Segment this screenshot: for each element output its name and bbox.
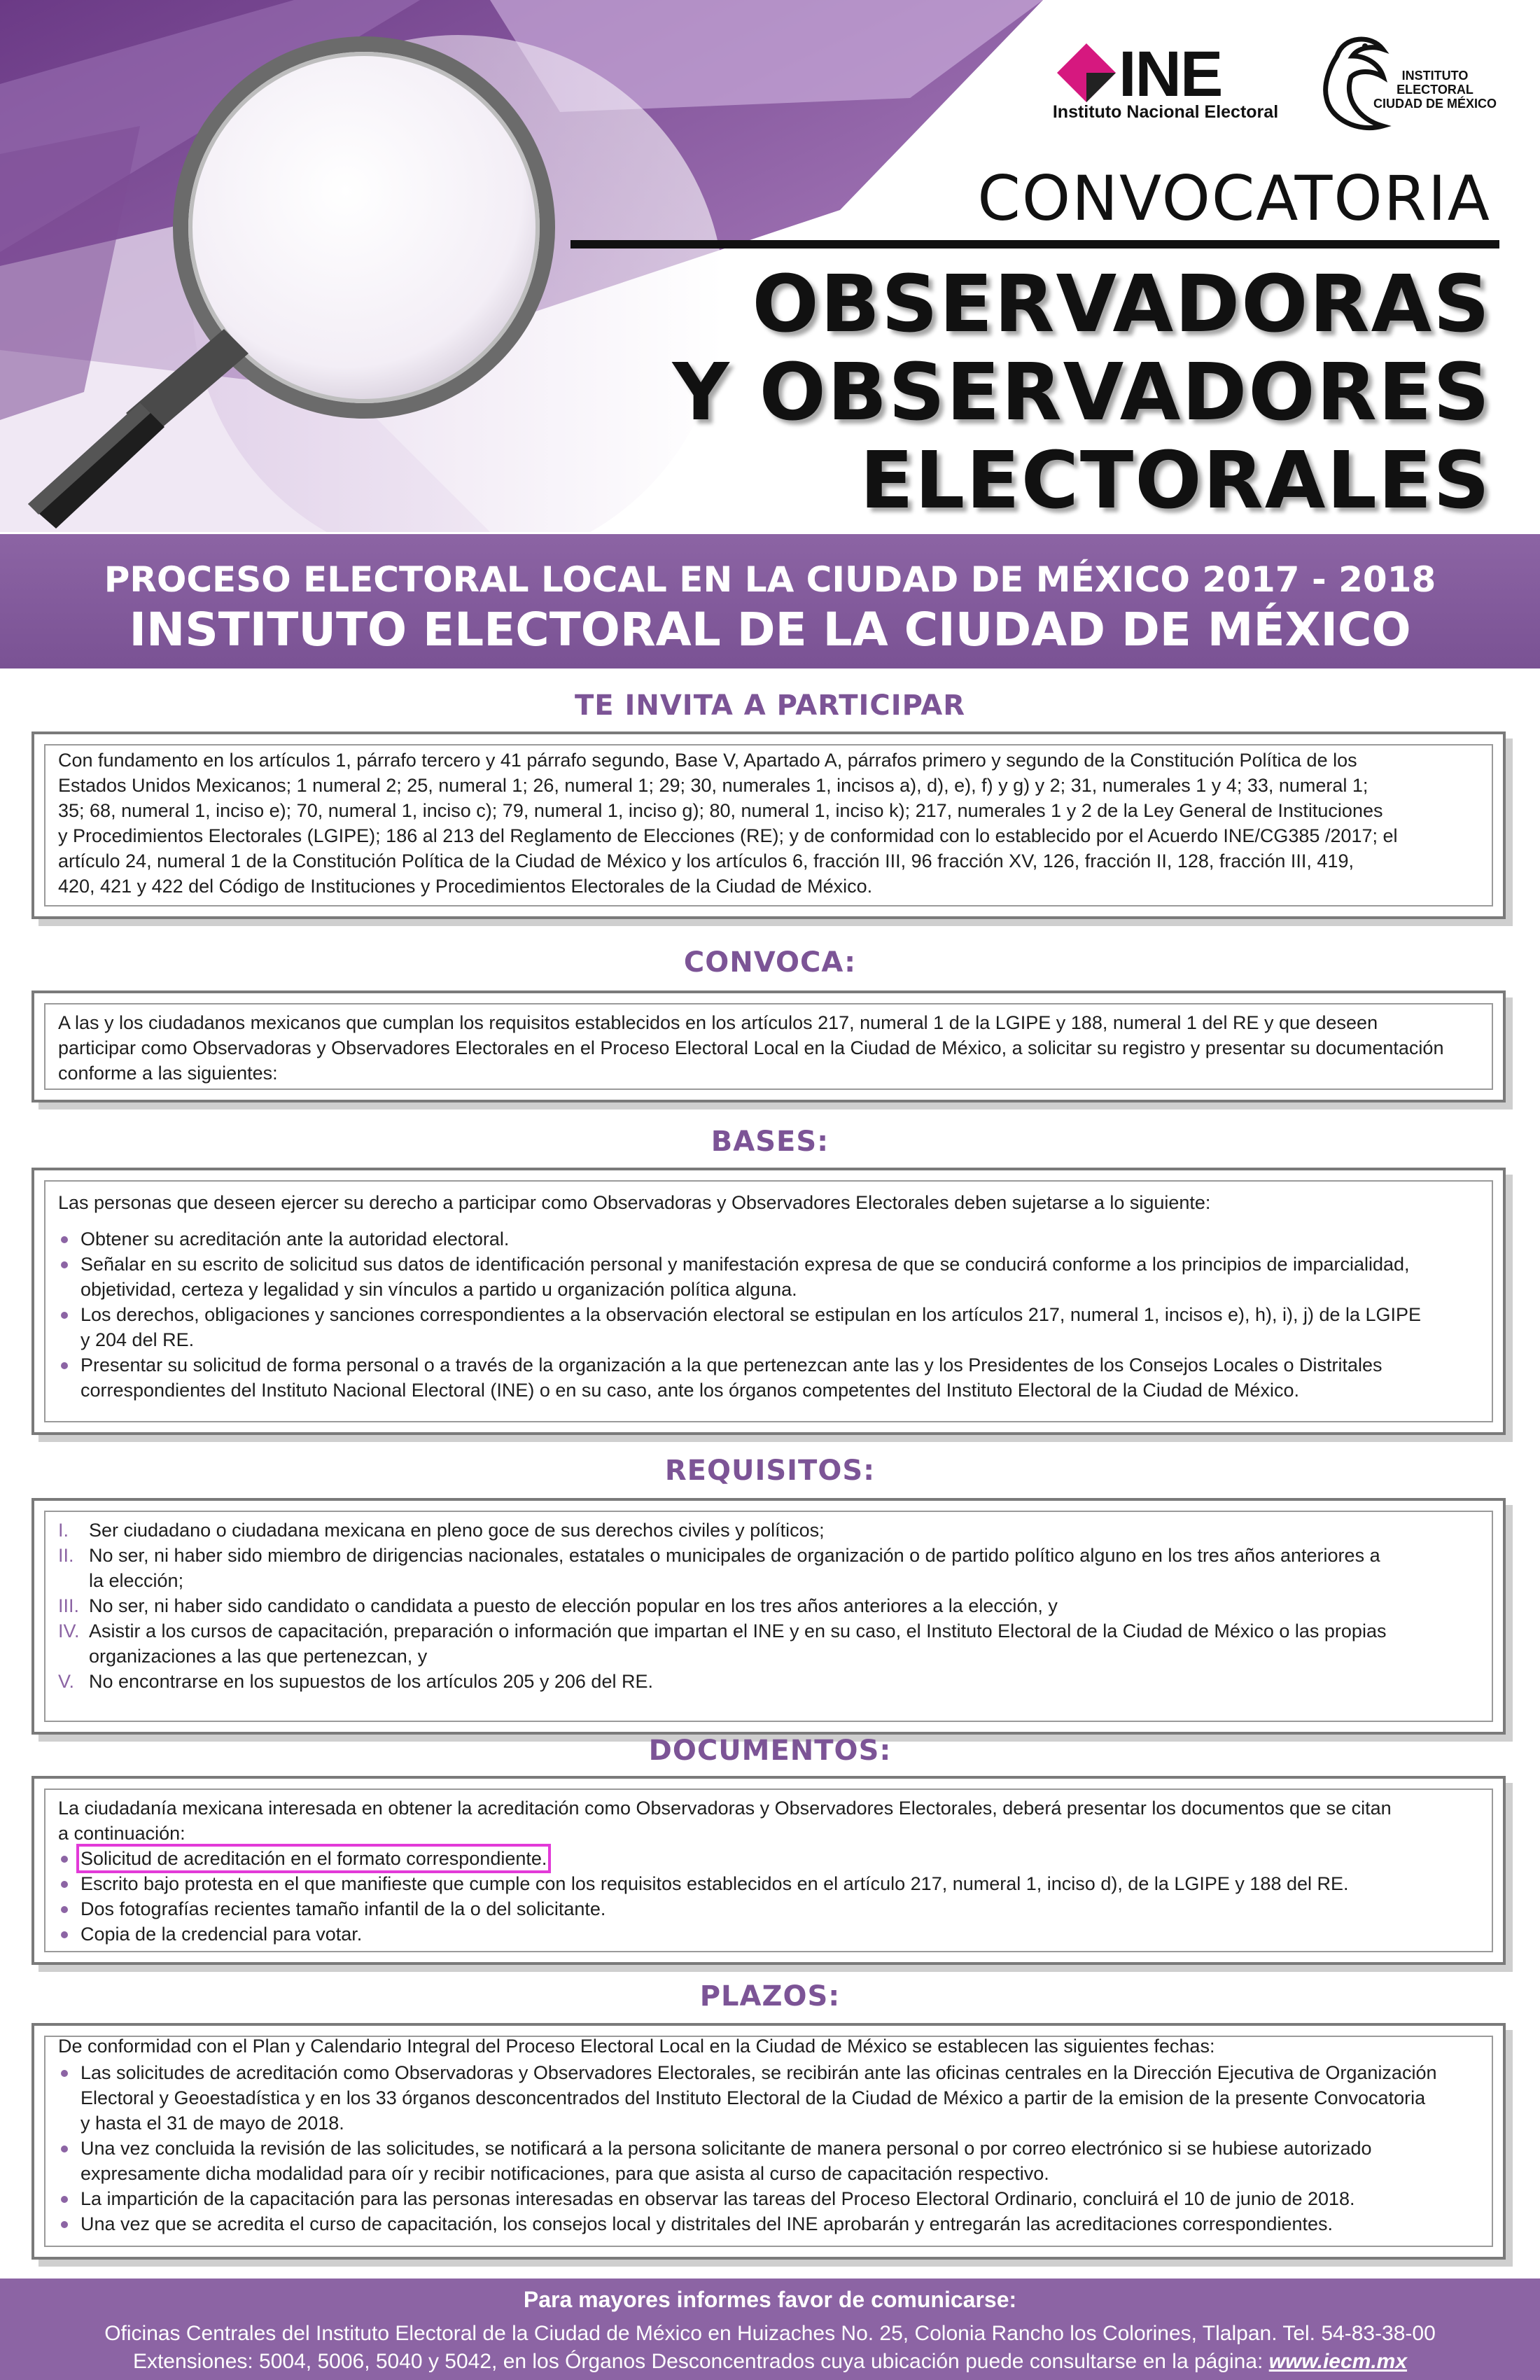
documentos-intro-line: La ciudadanía mexicana interesada en obtener la acreditación como Observadoras y Observadores Electorales, deberá presentar los documentos que se citan [58, 1798, 1392, 1819]
bases-item-line: Los derechos, obligaciones y sanciones correspondientes a la observación electoral se estipulan en los artículos 217, numeral 1, incisos e), h), i), j) de la LGIPE [80, 1304, 1422, 1325]
documento-item [58, 1871, 1479, 1896]
title-line-2: Y OBSERVADORES [672, 347, 1491, 438]
requisito-line: No encontrarse en los supuestos de los artículos 205 y 206 del RE. [89, 1671, 653, 1692]
roman-numeral: III. [58, 1595, 80, 1616]
convoca-text [58, 1010, 1479, 1086]
requisito-line: la elección; [89, 1570, 184, 1591]
institute-title: INSTITUTO ELECTORAL DE LA CIUDAD DE MÉXICO [129, 603, 1411, 657]
bases-item [58, 1226, 1479, 1252]
section-heading-documentos: DOCUMENTOS: [648, 1735, 892, 1767]
plazo-line: expresamente dicha modalidad para oír y recibir notificaciones, para que asista al curso de capacitación respectivo. [80, 2163, 1049, 2184]
header [0, 0, 1540, 532]
bullet-icon [61, 1236, 68, 1243]
invita-line: artículo 24, numeral 1 de la Constitución Política de la Ciudad de México y los artículos 6, fracción III, 96 fracción XV, 126, fracción II, 128, fracción III, 419, [58, 850, 1354, 872]
requisito-item [58, 1543, 1479, 1593]
plazo-line: y hasta el 31 de mayo de 2018. [80, 2113, 344, 2134]
iecm-logo [1316, 28, 1526, 147]
requisitos-list [58, 1518, 1479, 1694]
documentos-intro [58, 1795, 1479, 1846]
documento-item [58, 1896, 1479, 1921]
process-title: PROCESO ELECTORAL LOCAL EN LA CIUDAD DE MÉXICO 2017 - 2018 [104, 559, 1436, 600]
convoca-line: A las y los ciudadanos mexicanos que cumplan los requisitos establecidos en los artículos 217, numeral 1 de la LGIPE y 188, numeral 1 del RE y que deseen [58, 1012, 1378, 1033]
ine-diamond-icon [1057, 43, 1116, 102]
requisito-item [58, 1518, 1479, 1543]
requisito-line: No ser, ni haber sido candidato o candidata a puesto de elección popular en los tres años anteriores a la elección, y [89, 1595, 1058, 1616]
bases-item-line: y 204 del RE. [80, 1329, 195, 1350]
bases-item-line: correspondientes del Instituto Nacional Electoral (INE) o en su caso, ante los órganos competentes del Instituto Electoral de la Ciudad de México. [80, 1380, 1299, 1401]
footer [0, 2278, 1540, 2380]
invita-line: Con fundamento en los artículos 1, párrafo tercero y 41 párrafo segundo, Base V, Apartado A, párrafos primero y segundo de la Constitución Política de los [58, 750, 1357, 771]
footer-extensions [0, 2350, 1540, 2374]
bases-item-line: Obtener su acreditación ante la autoridad electoral. [80, 1228, 510, 1250]
bullet-icon [61, 1931, 68, 1938]
bullet-icon [61, 1261, 68, 1268]
invita-line: Estados Unidos Mexicanos; 1 numeral 2; 25, numeral 1; 26, numeral 1; 29; 30, numerales 1, incisos a), d), e), f) y g) y 2; 31, numerales 1 y 4; 33, numeral 1; [58, 775, 1368, 796]
requisito-line: Ser ciudadano o ciudadana mexicana en pleno goce de sus derechos civiles y políticos; [89, 1520, 825, 1541]
roman-numeral: I. [58, 1520, 69, 1541]
documento-item [58, 1846, 1479, 1871]
bases-item [58, 1252, 1479, 1302]
bases-intro: Las personas que deseen ejercer su derecho a participar como Observadoras y Observadores Electorales deben sujetarse a lo siguiente: [58, 1192, 1211, 1213]
plazo-item [58, 2186, 1479, 2211]
ine-logo [1050, 38, 1281, 127]
requisito-line: No ser, ni haber sido miembro de dirigencias nacionales, estatales o municipales de organización o de partido político alguno en los tres años anteriores a [89, 1545, 1380, 1566]
plazo-line: Una vez concluida la revisión de las solicitudes, se notificará a la persona solicitante de manera personal o por correo electrónico si se hubiese autorizado [80, 2138, 1372, 2159]
documentos-list [58, 1846, 1479, 1947]
requisito-line: Asistir a los cursos de capacitación, preparación o información que impartan el INE y en su caso, el Instituto Electoral de la Ciudad de México o las propias [89, 1620, 1387, 1642]
process-band [0, 534, 1540, 668]
plazo-item [58, 2211, 1479, 2236]
invita-line: y Procedimientos Electorales (LGIPE); 186 al 213 del Reglamento de Elecciones (RE); y de conformidad con lo establecido por el Acuerdo INE/CG385 /2017; el [58, 825, 1398, 846]
section-heading-bases: BASES: [710, 1126, 830, 1158]
section-heading-invita: TE INVITA A PARTICIPAR [574, 690, 966, 722]
section-heading-requisitos: REQUISITOS: [664, 1455, 876, 1487]
bases-item [58, 1302, 1479, 1352]
roman-numeral: IV. [58, 1620, 80, 1642]
bullet-icon [61, 1362, 68, 1369]
section-heading-convoca: CONVOCA: [683, 946, 857, 979]
bases-item [58, 1352, 1479, 1403]
requisito-item [58, 1593, 1479, 1618]
bases-item-line: objetividad, certeza y legalidad y sin vínculos a partido u organización política alguna. [80, 1279, 797, 1300]
convocatoria-title: CONVOCATORIA [977, 162, 1491, 234]
requisito-item [58, 1669, 1479, 1694]
invita-line: 35; 68, numeral 1, inciso e); 70, numeral 1, inciso c); 79, numeral 1, inciso g); 80, numeral 1, inciso k); 217, numerales 1 y 2 de la Ley General de Instituciones [58, 800, 1383, 821]
bullet-icon [61, 1906, 68, 1913]
invita-text [58, 748, 1479, 899]
roman-numeral: II. [58, 1545, 74, 1566]
iecm-logo-text [1365, 69, 1505, 111]
bullet-icon [61, 1881, 68, 1888]
convoca-line: conforme a las siguientes: [58, 1063, 278, 1084]
documentos-intro-line: a continuación: [58, 1823, 186, 1844]
bullet-icon [61, 2221, 68, 2228]
ine-logo-text: INE [1119, 38, 1222, 110]
footer-heading: Para mayores informes favor de comunicarse: [523, 2287, 1017, 2312]
plazos-intro: De conformidad con el Plan y Calendario Integral del Proceso Electoral Local en la Ciudad de México se establecen las siguientes fechas: [58, 2036, 1215, 2057]
title-line-1: OBSERVADORAS [752, 259, 1491, 350]
plazo-line: Electoral y Geoestadística y en los 33 órganos desconcentrados del Instituto Electoral de la Ciudad de México a partir de la emision de la presente Convocatoria [80, 2087, 1426, 2108]
title-rule [570, 240, 1499, 248]
plazo-line: Una vez que se acredita el curso de capacitación, los consejos local y distritales del INE aprobarán y entregarán las acreditaciones correspondientes. [80, 2213, 1333, 2234]
roman-numeral: V. [58, 1671, 75, 1692]
plazo-item [58, 2060, 1479, 2136]
requisito-line: organizaciones a las que pertenezcan, y [89, 1646, 428, 1667]
bases-item-line: Presentar su solicitud de forma personal o a través de la organización a la que pertenezcan ante las y los Presidentes de los Consejos Locales o Distritales [80, 1354, 1382, 1376]
ine-logo-subtitle: Instituto Nacional Electoral [1052, 102, 1279, 122]
bullet-icon [61, 2146, 68, 2152]
footer-extensions-text: Extensiones: 5004, 5006, 5040 y 5042, en los Órganos Desconcentrados cuya ubicación puede consultarse en la página: [132, 2350, 1269, 2373]
documento-item-highlighted[interactable]: Solicitud de acreditación en el formato correspondiente. [80, 1848, 547, 1869]
website-link[interactable]: www.iecm.mx [1268, 2350, 1408, 2373]
iecm-logo-line2: CIUDAD DE MÉXICO [1373, 97, 1497, 111]
bullet-icon [61, 2196, 68, 2203]
title-line-3: ELECTORALES [860, 435, 1491, 526]
documento-item-text: Dos fotografías recientes tamaño infantil de la o del solicitante. [80, 1898, 606, 1919]
bullet-icon [61, 2070, 68, 2077]
iecm-logo-line1: INSTITUTO ELECTORAL [1396, 69, 1474, 97]
bases-list [58, 1226, 1479, 1403]
documento-item [58, 1921, 1479, 1947]
plazos-list [58, 2060, 1479, 2236]
plazo-line: La impartición de la capacitación para las personas interesadas en observar las tareas del Proceso Electoral Ordinario, concluirá el 10 de junio de 2018. [80, 2188, 1355, 2209]
footer-address: Oficinas Centrales del Instituto Electoral de la Ciudad de México en Huizaches No. 25, Colonia Rancho los Colorines, Tlalpan. Tel. 54-83-38-00 [104, 2322, 1436, 2345]
bullet-icon [61, 1856, 68, 1863]
plazo-line: Las solicitudes de acreditación como Observadoras y Observadores Electorales, se recibirán ante las oficinas centrales en la Dirección Ejecutiva de Organización [80, 2062, 1437, 2083]
documento-item-text: Escrito bajo protesta en el que manifieste que cumple con los requisitos establecidos en el artículo 217, numeral 1, inciso d), de la LGIPE y 188 del RE. [80, 1873, 1349, 1894]
plazo-item [58, 2136, 1479, 2186]
bullet-icon [61, 1312, 68, 1319]
documento-item-text: Copia de la credencial para votar. [80, 1924, 363, 1945]
section-heading-plazos: PLAZOS: [699, 1980, 841, 2012]
requisito-item [58, 1618, 1479, 1669]
bases-item-line: Señalar en su escrito de solicitud sus datos de identificación personal y manifestación expresa de que se conducirá conforme a los principios de imparcialidad, [80, 1254, 1410, 1275]
convoca-line: participar como Observadoras y Observadores Electorales en el Proceso Electoral Local en la Ciudad de México, a solicitar su registro y presentar su documentación [58, 1037, 1444, 1058]
invita-line: 420, 421 y 422 del Código de Instituciones y Procedimientos Electorales de la Ciudad de México. [58, 876, 873, 897]
